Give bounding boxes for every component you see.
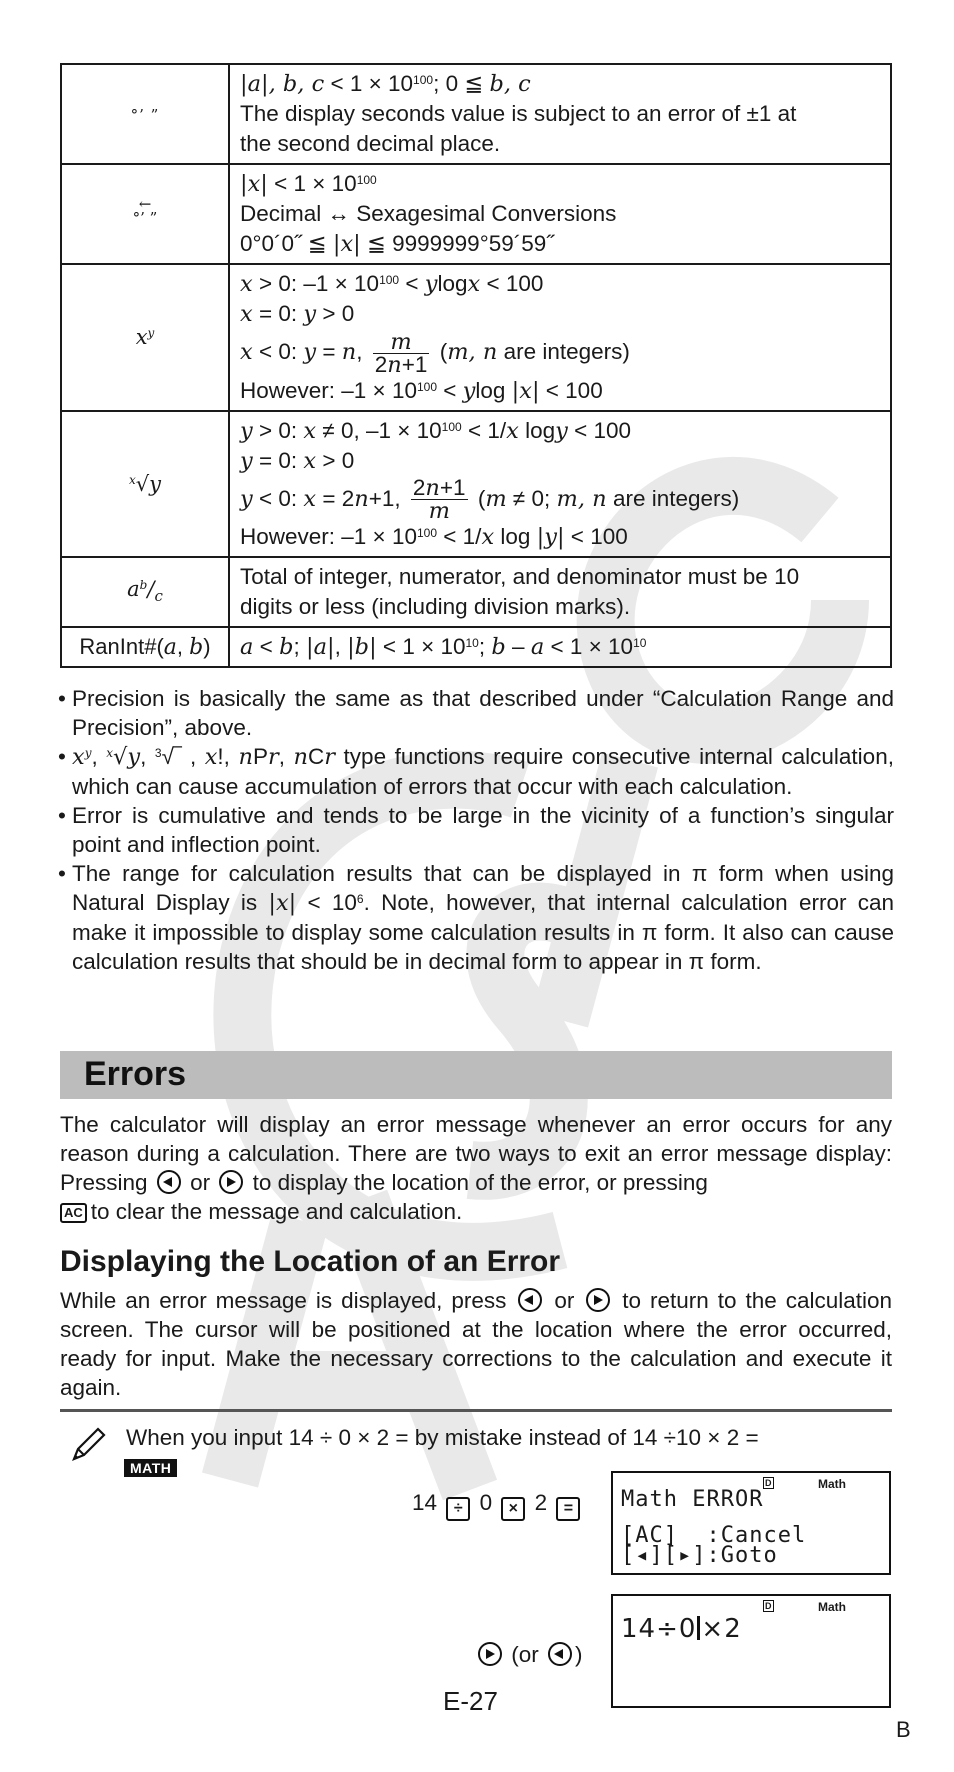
- table-row: [61, 627, 891, 667]
- key-sequence-2: (or ): [475, 1642, 583, 1668]
- function-cell: $a^b/_c$: [61, 557, 229, 627]
- note-text: Precision is basically the same as that described under “Calculation Range and Precision”, above.: [72, 686, 894, 740]
- function-cell: ← °’ ”: [61, 164, 229, 264]
- notes-list: [58, 684, 894, 976]
- calculation-range-table: [60, 63, 892, 668]
- left-arrow-key-icon: [548, 1642, 572, 1666]
- range-cell: x > 0: $-1 \times 10^{100} < ylogx < 100$ x = 0: y > 0 x < 0: y = n, $\frac{m}{2n+1}$ (m, n are integers) However: $-1 \times 10^{100} < ylog$ |x| < 100: [229, 264, 891, 411]
- divide-key-icon: ÷: [446, 1497, 470, 1521]
- math-mode-badge: MATH: [124, 1459, 177, 1477]
- section-title: Errors: [84, 1055, 187, 1093]
- range-line: Decimal ↔ Sexagesimal Conversions: [240, 201, 617, 226]
- left-arrow-key-icon: [518, 1288, 542, 1312]
- table-row: [61, 164, 891, 264]
- note-text: Error is cumulative and tends to be large in the vicinity of a function’s singular point and inflection point.: [72, 803, 894, 857]
- lcd-line: 14÷0: [621, 1614, 697, 1644]
- lcd-line: ×2: [701, 1614, 742, 1644]
- cursor: [697, 1616, 700, 1640]
- right-arrow-key-icon: [478, 1642, 502, 1666]
- errors-intro: The calculator will display an error message whenever an error occurs for any reason during a calculation. There are two ways to exit an error message display: Pressing or to display the location of the error, or pressing AC to clear the message and calculation.: [60, 1112, 892, 1224]
- degree-indicator: D: [765, 1601, 772, 1611]
- list-item: • The range for calculation results that can be displayed in π form when using Natural Display is $|x| < 10^6$. Note, however, that internal calculation error can make it impossible to display some calculation results in π form. It also can cause calculation results that should be in decimal form to appear in π form.: [58, 861, 894, 974]
- right-arrow-key-icon: [586, 1288, 610, 1312]
- corner-mark: B: [896, 1717, 911, 1742]
- right-arrow-key-icon: [219, 1170, 243, 1194]
- range-line: the second decimal place.: [240, 131, 501, 156]
- lcd-line: [◂][▸]:Goto: [621, 1543, 778, 1568]
- example-text: When you input 14 ÷ 0 × 2 = by mistake instead of 14 ÷10 × 2 =: [126, 1425, 759, 1450]
- ac-key-icon: AC: [60, 1203, 87, 1223]
- range-cell: $|x| < 1 \times 10^{100}$ Decimal ↔ Sexagesimal Conversions 0°0´0˝ ≦ |x| ≦ 9999999°59´59˝: [229, 164, 891, 264]
- range-line: Total of integer, numerator, and denominator must be 10: [240, 564, 800, 590]
- location-text: While an error message is displayed, press or to return to the calculation screen. The cursor will be positioned at the location where the error occurred, ready for input. Make the necessary corrections to the calculation and execute it again.: [60, 1288, 893, 1400]
- function-cell: °’ ”: [61, 64, 229, 164]
- equals-key-icon: =: [556, 1497, 580, 1521]
- section-header: [60, 1051, 892, 1099]
- table-row: [61, 557, 891, 627]
- multiply-key-icon: ×: [501, 1497, 525, 1521]
- list-item: • Error is cumulative and tends to be large in the vicinity of a function’s singular point and inflection point.: [58, 803, 894, 857]
- table-row: [61, 411, 891, 558]
- lcd-screen-input: [611, 1594, 891, 1708]
- list-item: • Precision is basically the same as that described under “Calculation Range and Precision”, above.: [58, 686, 894, 740]
- page-number: E-27: [443, 1686, 498, 1716]
- list-item: • $x^y$, $^x$√y, $^3$√‾ , x!, nPr, nCr type functions require consecutive internal calculation, which can cause accumulation of errors that occur with each calculation.: [58, 744, 894, 799]
- lcd-screen-error: [611, 1471, 891, 1575]
- range-cell: |a|, b, $c < 1 \times 10^{100}$; 0 ≦ b, c The display seconds value is subject to an error of ±1 at the second decimal place.: [229, 64, 891, 164]
- function-cell: RanInt#(a, b): [61, 627, 229, 667]
- range-line: digits or less (including division marks).: [240, 594, 631, 620]
- range-cell: [229, 557, 891, 627]
- math-indicator: Math: [818, 1600, 846, 1614]
- lcd-line: [AC] :Cancel: [621, 1523, 807, 1548]
- function-cell: $^x$√y: [61, 411, 229, 558]
- degree-indicator: D: [765, 1478, 772, 1488]
- math-indicator: Math: [818, 1477, 846, 1491]
- lcd-line: Math ERROR: [621, 1487, 764, 1512]
- range-cell: a < b; |a|, $|b| < 1 \times 10^{10}$; $b - a < 1 \times 10^{10}$: [229, 627, 891, 667]
- pencil-icon: [68, 1425, 108, 1465]
- range-cell: y > 0: x ≠ 0, $-1 \times 10^{100} < 1/x$ logy < 100 y = 0: x > 0 y < 0: x = 2n+1, $\frac{2n+1}{m}$ (m ≠ 0; m, n are integers) However: $-1 \times 10^{100} < 1/x$ log |y| < 100: [229, 411, 891, 558]
- left-arrow-key-icon: [157, 1170, 181, 1194]
- key-sequence: 14 ÷ 0 × 2 =: [412, 1490, 583, 1521]
- function-cell: $x^y$: [61, 264, 229, 411]
- range-line: The display seconds value is subject to an error of ±1 at: [240, 101, 797, 126]
- section-subheading: Displaying the Location of an Error: [60, 1245, 561, 1278]
- table-row: [61, 64, 891, 164]
- table-row: [61, 264, 891, 411]
- divider: [60, 1409, 892, 1412]
